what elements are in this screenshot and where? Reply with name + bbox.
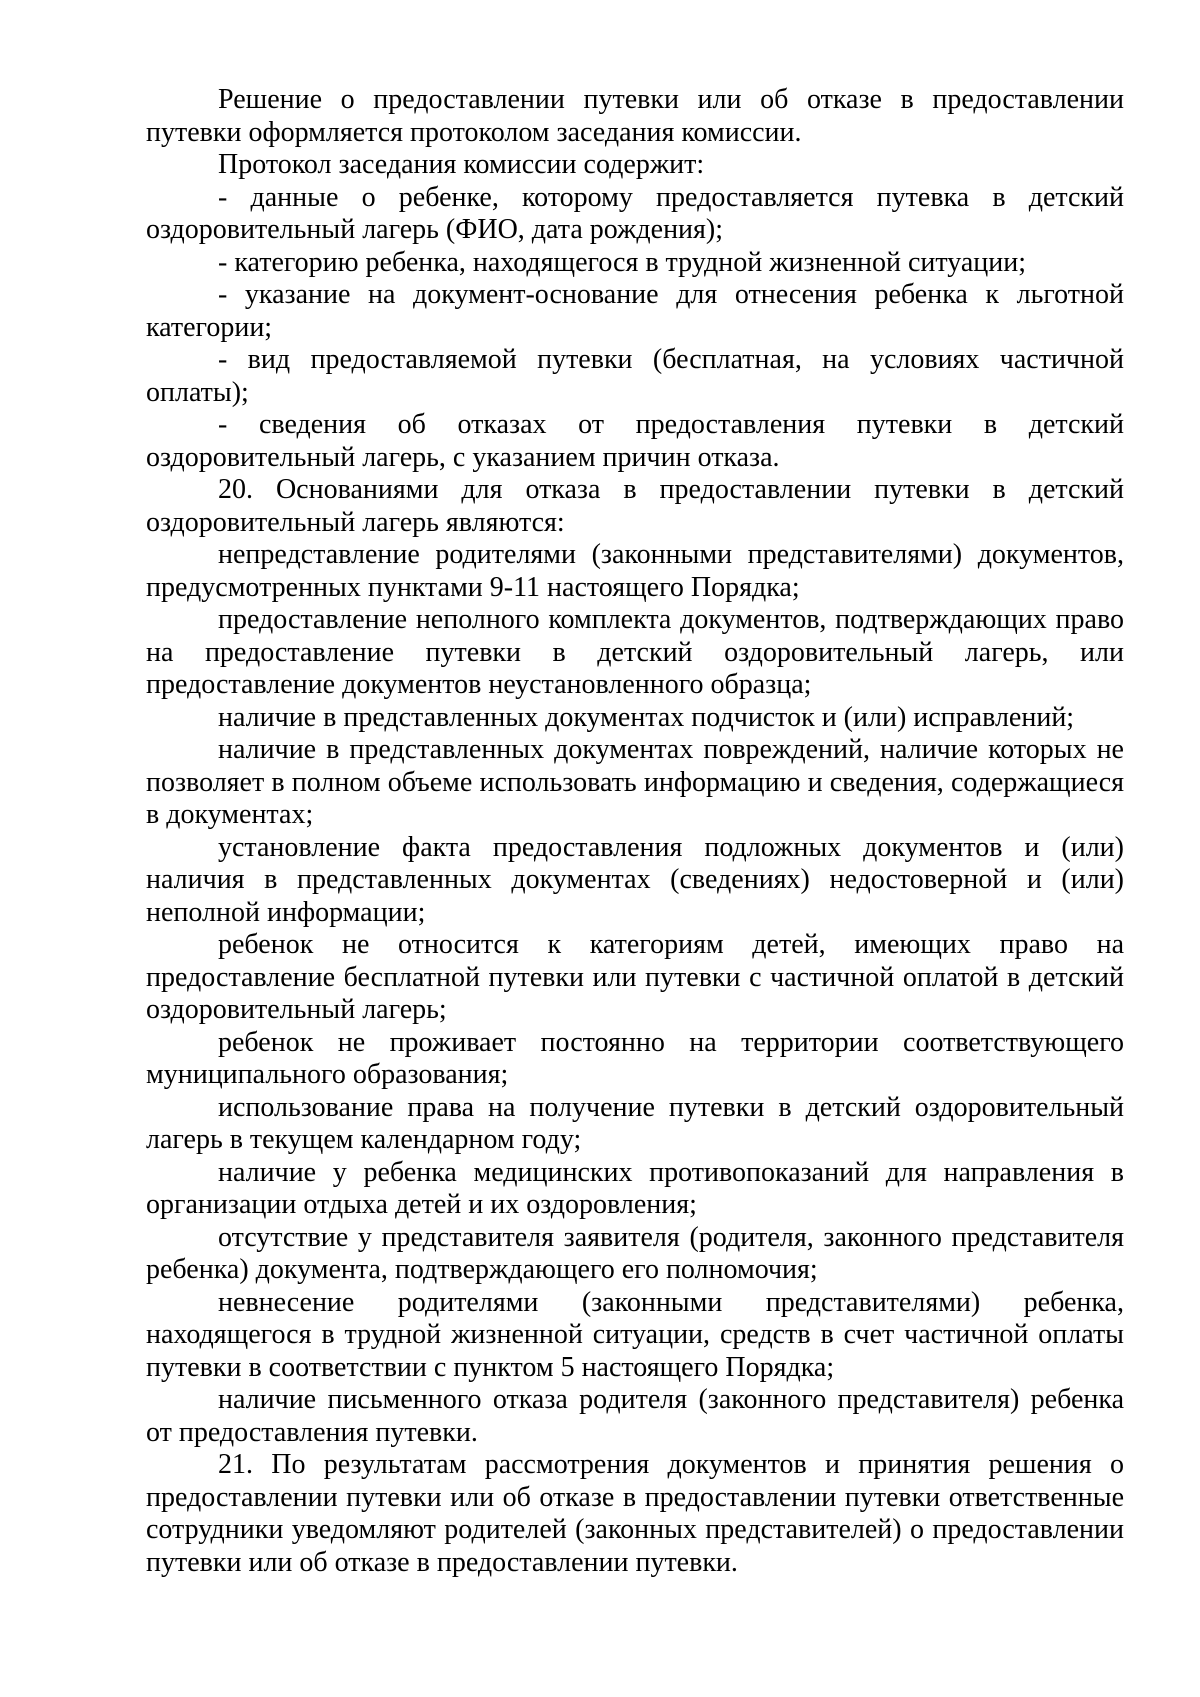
refusal-ground-category: ребенок не относится к категориям детей, имеющих право на предоставление бесплатной путевки или путевки с частичной оплатой в детский оздоровительный лагерь; (146, 929, 1124, 1025)
paragraph-protocol-contents: Протокол заседания комиссии содержит: (218, 149, 705, 180)
list-item-refusal-info: - сведения об отказах от предоставления путевки в детский оздоровительный лагерь, с указанием причин отказа. (146, 409, 1124, 473)
refusal-ground-residence: ребенок не проживает постоянно на территории соответствующего муниципального образования; (146, 1026, 1124, 1090)
list-item-child-data: - данные о ребенке, которому предоставляется путевка в детский оздоровительный лагерь (ФИО, дата рождения); (146, 181, 1124, 245)
refusal-ground-medical: наличие у ребенка медицинских противопоказаний для направления в организации отдыха детей и их оздоровления; (146, 1156, 1124, 1220)
paragraph-section-20: 20. Основаниями для отказа в предоставлении путевки в детский оздоровительный лагерь являются: (146, 474, 1124, 538)
refusal-ground-corrections: наличие в представленных документах подчисток и (или) исправлений; (218, 701, 1075, 733)
refusal-ground-no-payment: невнесение родителями (законными представителями) ребенка, находящегося в трудной жизненной ситуации, средств в счет частичной оплаты путевки в соответствии с пунктом 5 настоящего Порядка; (146, 1286, 1124, 1383)
refusal-ground-forged-documents: установление факта предоставления подложных документов и (или) наличия в представленных документах (сведениях) недостоверной и (или) неполной информации; (146, 831, 1124, 928)
list-item-child-category: - категорию ребенка, находящегося в трудной жизненной ситуации; (218, 246, 1027, 278)
paragraph-decision-protocol: Решение о предоставлении путевки или об отказе в предоставлении путевки оформляется протоколом заседания комиссии. (146, 84, 1124, 148)
refusal-ground-incomplete-set: предоставление неполного комплекта документов, подтверждающих право на предоставление путевки в детский оздоровительный лагерь, или предоставление документов неустановленного образца; (146, 604, 1124, 700)
list-item-basis-document: - указание на документ-основание для отнесения ребенка к льготной категории; (146, 279, 1124, 343)
document-page (146, 84, 1124, 1579)
refusal-ground-no-documents: непредставление родителями (законными представителями) документов, предусмотренных пунктами 9-11 настоящего Порядка; (146, 539, 1124, 603)
refusal-ground-written-refusal: наличие письменного отказа родителя (законного представителя) ребенка от предоставления путевки. (146, 1384, 1124, 1448)
refusal-ground-damage: наличие в представленных документах повреждений, наличие которых не позволяет в полном объеме использовать информацию и сведения, содержащиеся в документах; (146, 734, 1124, 830)
refusal-ground-no-authority: отсутствие у представителя заявителя (родителя, законного представителя ребенка) документа, подтверждающего его полномочия; (146, 1221, 1124, 1285)
list-item-voucher-type: - вид предоставляемой путевки (бесплатная, на условиях частичной оплаты); (146, 344, 1124, 408)
refusal-ground-already-used: использование права на получение путевки в детский оздоровительный лагерь в текущем календарном году; (146, 1091, 1124, 1155)
paragraph-section-21: 21. По результатам рассмотрения документов и принятия решения о предоставлении путевки или об отказе в предоставлении путевки ответственные сотрудники уведомляют родителей (законных представителей) о предоставлении путевки или об отказе в предоставлении путевки. (146, 1449, 1124, 1578)
